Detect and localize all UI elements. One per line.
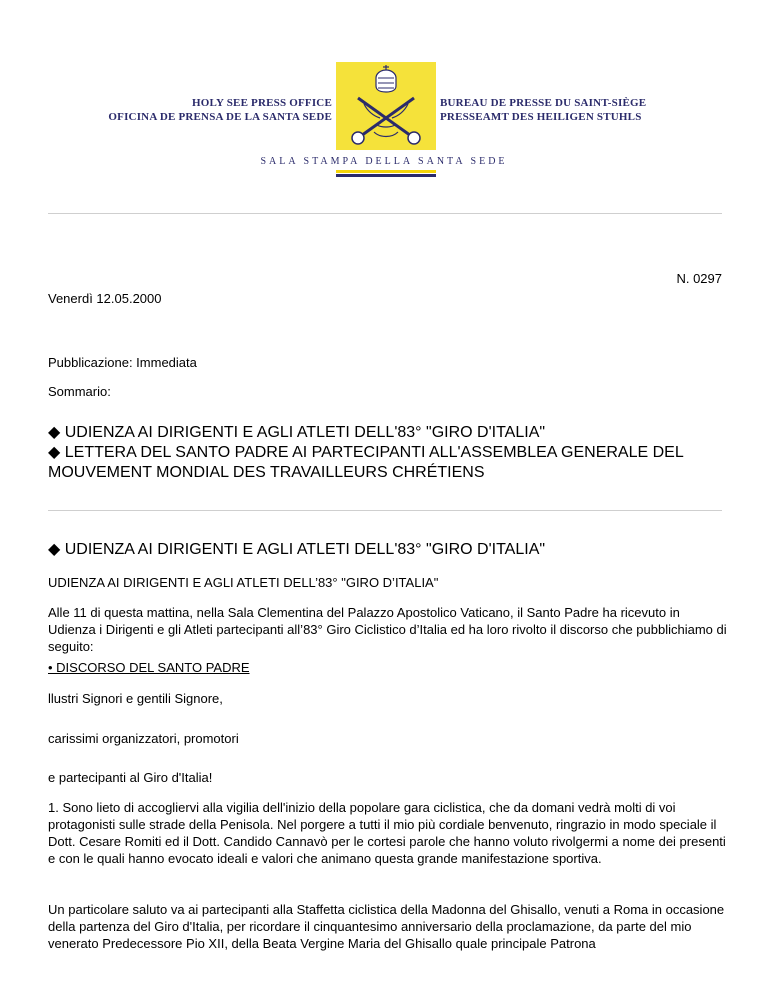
letterhead-right (440, 96, 646, 124)
section-heading: ◆ UDIENZA AI DIRIGENTI E AGLI ATLETI DELL'83° "GIRO D'ITALIA" (48, 541, 546, 558)
summary-label: Sommario: (48, 384, 111, 399)
divider-middle (48, 510, 722, 511)
navy-stripe (336, 174, 436, 177)
letterhead-left-line2: OFICINA DE PRENSA DE LA SANTA SEDE (108, 111, 332, 123)
publication-status: Pubblicazione: Immediata (48, 355, 197, 370)
papal-coat-of-arms-icon (336, 62, 436, 150)
greeting-line-1: llustri Signori e gentili Signore, (48, 691, 223, 706)
divider-top (48, 213, 722, 214)
letterhead-right-line2: PRESSEAMT DES HEILIGEN STUHLS (440, 111, 642, 123)
summary-item-2-line2[interactable]: MOUVEMENT MONDIAL DES TRAVAILLEURS CHRÉTIENS (48, 464, 485, 481)
document-date: Venerdì 12.05.2000 (48, 291, 162, 306)
greeting-line-2: carissimi organizzatori, promotori (48, 731, 239, 746)
letterhead-left-line1: HOLY SEE PRESS OFFICE (191, 97, 332, 109)
document-number: N. 0297 (676, 271, 722, 286)
paragraph-1: 1. Sono lieto di accogliervi alla vigilia dell'inizio della popolare gara ciclistica, che da domani vedrà molti di voi protagonisti sulle strade della Penisola. Nel porgere a tutti il mio più cordiale benvenuto, ringrazio in modo speciale il Dott. Cesare Romiti ed il Dott. Candido Cannavò per le cortesi parole che hanno voluto rivolgermi a nome dei presenti e con le quali hanno evocato ideali e valori che animano questa grande manifestazione sportiva. (48, 800, 726, 866)
letterhead-subtitle: SALA STAMPA DELLA SANTA SEDE (260, 156, 508, 167)
letterhead (0, 60, 768, 190)
section-subtitle: UDIENZA AI DIRIGENTI E AGLI ATLETI DELL’83° "GIRO D’ITALIA" (48, 575, 439, 590)
intro-paragraph: Alle 11 di questa mattina, nella Sala Clementina del Palazzo Apostolico Vaticano, il Santo Padre ha ricevuto in Udienza i Dirigenti e gli Atleti partecipanti all’83° Giro Ciclistico d’Italia ed ha loro rivolto il discorso che pubblichiamo di seguito: (48, 605, 727, 654)
discourse-link[interactable]: • DISCORSO DEL SANTO PADRE (48, 660, 250, 675)
paragraph-2: Un particolare saluto va ai partecipanti alla Staffetta ciclistica della Madonna del Ghisallo, venuti a Roma in occasione della partenza del Giro d'Italia, per ricordare il cinquantesimo anniversario della proclamazione, da parte del mio venerato Predecessore Pio XII, della Beata Vergine Maria del Ghisallo quale principale Patrona (48, 902, 725, 951)
gold-stripe (336, 170, 436, 173)
summary-item-2-line1[interactable]: ◆ LETTERA DEL SANTO PADRE AI PARTECIPANTI ALL'ASSEMBLEA GENERALE DEL (48, 444, 684, 461)
letterhead-right-line1: BUREAU DE PRESSE DU SAINT-SIÈGE (440, 97, 647, 109)
letterhead-left (108, 96, 332, 124)
summary-item-1[interactable]: ◆ UDIENZA AI DIRIGENTI E AGLI ATLETI DELL'83° "GIRO D'ITALIA" (48, 424, 546, 441)
greeting-line-3: e partecipanti al Giro d'Italia! (48, 770, 213, 785)
